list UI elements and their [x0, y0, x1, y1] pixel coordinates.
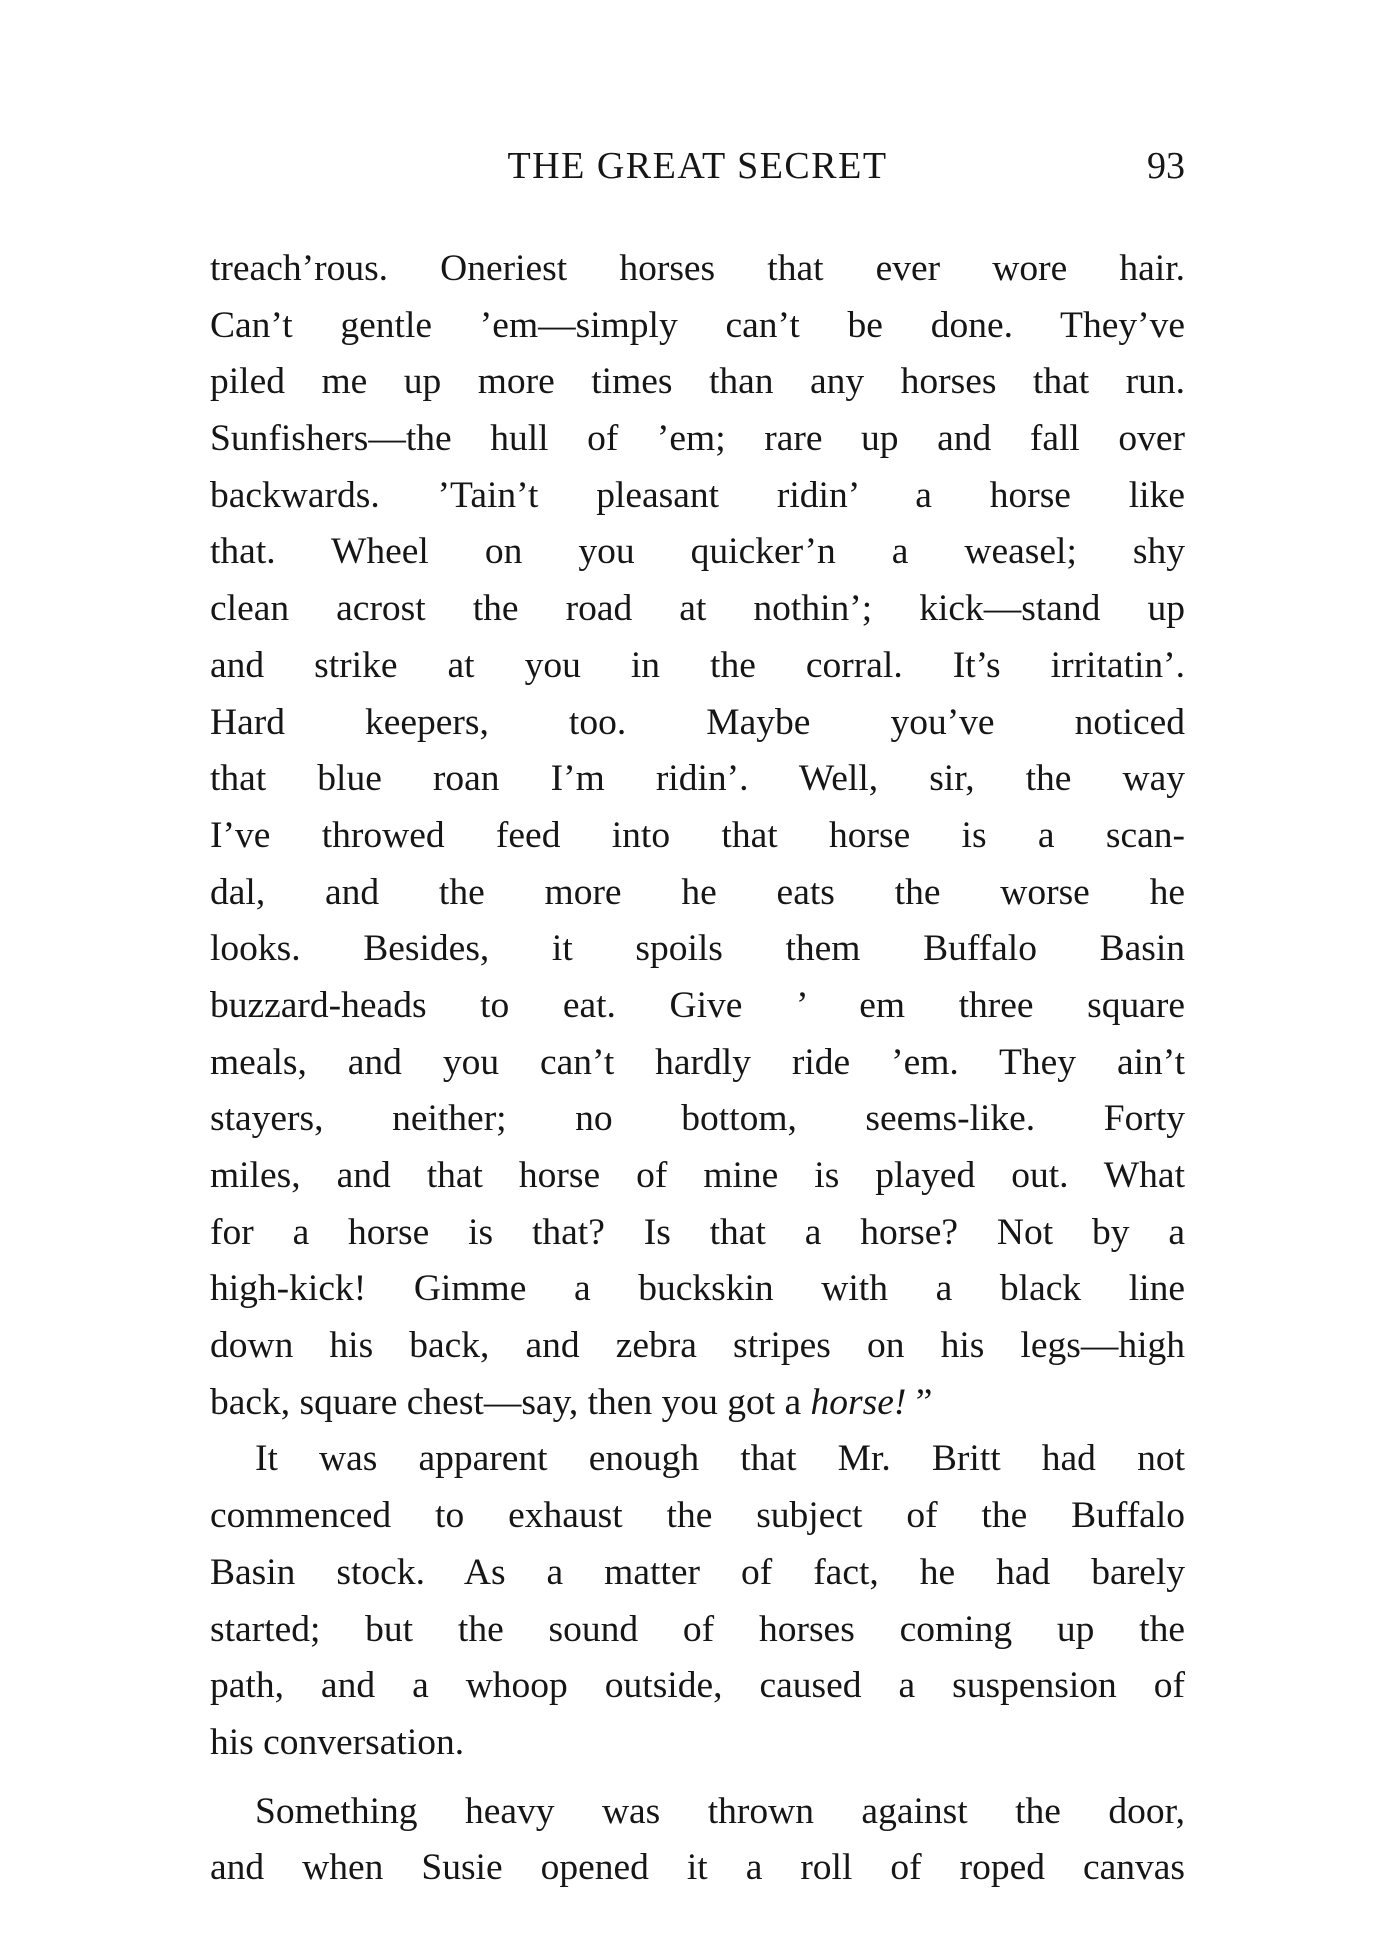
text-line: and when Susie opened it a roll of roped canvas [210, 1847, 1185, 1889]
text-line: dal, and the more he eats the worse he [210, 871, 1185, 913]
text-line: commenced to exhaust the subject of the Buffalo [210, 1495, 1185, 1537]
text-line: meals, and you can’t hardly ride ’em. They ain’t [210, 1041, 1185, 1083]
text-line: treach’rous. Oneriest horses that ever wore hair. [210, 248, 1185, 289]
text-line: I’ve throwed feed into that horse is a scan- [210, 814, 1185, 856]
text-line: stayers, neither; no bottom, seems-like. Forty [210, 1098, 1185, 1140]
paragraph-narration [210, 1431, 1185, 1771]
text-line: that blue roan I’m ridin’. Well, sir, the way [210, 758, 1185, 800]
page-header [210, 140, 1185, 192]
text-line: Sunfishers—the hull of ’em; rare up and fall over [210, 418, 1185, 460]
text-line: down his back, and zebra stripes on his legs—high [210, 1325, 1185, 1367]
text-line: clean acrost the road at nothin’; kick—stand up [210, 588, 1185, 630]
closing-quote: ” [906, 1381, 933, 1423]
text-line: and strike at you in the corral. It’s irritatin’. [210, 644, 1185, 686]
text-line: backwards. ’Tain’t pleasant ridin’ a horse like [210, 474, 1185, 516]
text-line: It was apparent enough that Mr. Britt had not [255, 1438, 1185, 1480]
text-line: that. Wheel on you quicker’n a weasel; shy [210, 531, 1185, 573]
paragraph-narration-2 [210, 1784, 1185, 1897]
italic-word: horse! [810, 1381, 907, 1423]
text-line: for a horse is that? Is that a horse? Not by a [210, 1211, 1185, 1253]
text-line: Can’t gentle ’em—simply can’t be done. They’ve [210, 304, 1185, 346]
text-fragment: back, square chest—say, then you got a [210, 1381, 811, 1423]
text-line: Something heavy was thrown against the door, [255, 1790, 1185, 1832]
text-line: path, and a whoop outside, caused a suspension of [210, 1665, 1185, 1707]
text-line: started; but the sound of horses coming up the [210, 1608, 1185, 1650]
text-line: miles, and that horse of mine is played out. What [210, 1155, 1185, 1196]
running-head: THE GREAT SECRET [507, 145, 888, 187]
text-line: looks. Besides, it spoils them Buffalo Basin [210, 928, 1185, 970]
text-line: high-kick! Gimme a buckskin with a black line [210, 1268, 1185, 1310]
text-line: Hard keepers, too. Maybe you’ve noticed [210, 701, 1185, 743]
text-line: Basin stock. As a matter of fact, he had barely [210, 1551, 1185, 1593]
body-text [210, 241, 1185, 1897]
text-line: piled me up more times than any horses that run. [210, 361, 1185, 403]
page-number: 93 [1147, 145, 1185, 187]
paragraph-speech [210, 241, 1185, 1431]
text-line-final [210, 1375, 1185, 1432]
text-line: buzzard-heads to eat. Give ’ em three square [210, 984, 1185, 1026]
text-line: his conversation. [210, 1721, 465, 1763]
paragraph-gap [210, 1772, 1185, 1784]
